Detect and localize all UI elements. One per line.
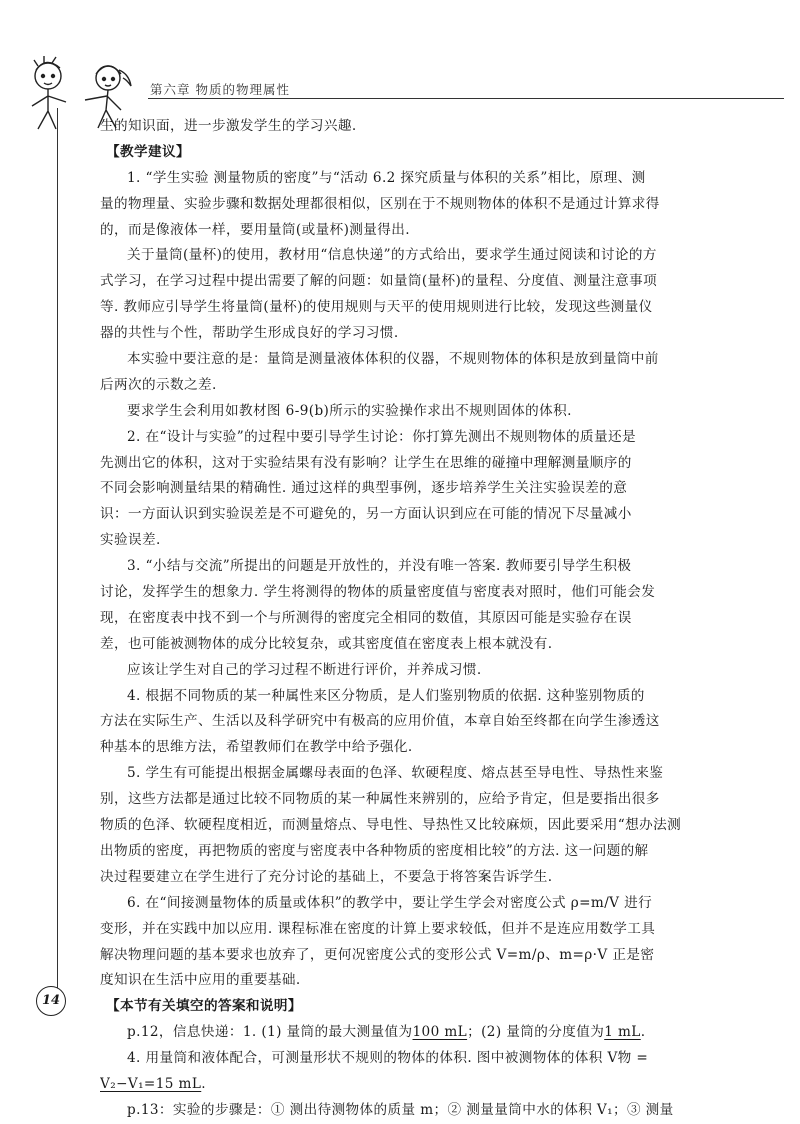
- text-line: 等. 教师应引导学生将量筒(量杯)的使用规则与天平的使用规则进行比较，发现这些测量仪: [100, 299, 653, 316]
- text-line: 先测出它的体积，这对于实验结果有没有影响？让学生在思维的碰撞中理解测量顺序的: [100, 454, 632, 471]
- text-line: 式学习，在学习过程中提出需要了解的问题：如量筒(量杯)的量程、分度值、测量注意事项: [100, 273, 658, 290]
- text-line: 器的共性与个性，帮助学生形成良好的学习习惯.: [100, 325, 399, 342]
- text-line: 别，这些方法都是通过比较不同物质的某一种属性来辨别的，应给予肯定，但是要指出很多: [100, 791, 660, 808]
- section-heading: 【教学建议】: [106, 143, 190, 160]
- text-line: 后两次的示数之差.: [100, 376, 217, 393]
- text-line: 解决物理问题的基本要求也放弃了，更何况密度公式的变形公式 V=m/ρ、m=ρ·V 正是密: [100, 946, 655, 963]
- text-segment: p.12，信息快递：1. (1) 量筒的最大测量值为: [127, 1024, 413, 1041]
- margin-rule: [57, 108, 58, 988]
- text-line: 决过程要建立在学生进行了充分讨论的基础上，不要急于将答案告诉学生.: [100, 868, 553, 885]
- text-line: 5. 学生有可能提出根据金属螺母表面的色泽、软硬程度、熔点甚至导电性、导热性来鉴: [127, 765, 664, 782]
- chapter-title: 第六章 物质的物理属性: [150, 82, 290, 97]
- header-rule: [148, 98, 784, 99]
- text-line: 量的物理量、实验步骤和数据处理都很相似，区别在于不规则物体的体积不是通过计算求得: [100, 195, 660, 212]
- text-line: 生的知识面，进一步激发学生的学习兴趣.: [100, 118, 357, 134]
- text-line: 2. 在“设计与实验”的过程中要引导学生讨论：你打算先测出不规则物体的质量还是: [127, 428, 636, 445]
- body-text: [100, 114, 784, 1124]
- section-heading: 【本节有关填空的答案和说明】: [106, 998, 302, 1015]
- text-segment: .: [201, 1075, 206, 1092]
- answer-blank: V₂−V₁=15 mL: [100, 1075, 202, 1092]
- text-line: 的，而是像液体一样，要用量筒(或量杯)测量得出.: [100, 221, 410, 238]
- text-line: 物质的色泽、软硬程度相近，而测量熔点、导电性、导热性又比较麻烦，因此要采用“想办法测: [100, 817, 682, 834]
- text-line: 实验误差.: [100, 532, 161, 549]
- text-line: 种基本的思维方法，希望教师们在教学中给予强化.: [100, 739, 413, 756]
- answer-blank: 1 mL: [604, 1024, 641, 1041]
- text-segment: ；(2) 量筒的分度值为: [467, 1024, 605, 1041]
- text-line: 本实验中要注意的是：量筒是测量液体体积的仪器，不规则物体的体积是放到量筒中前: [127, 351, 659, 368]
- text-line: 3. “小结与交流”所提出的问题是开放性的，并没有唯一答案. 教师要引导学生积极: [127, 558, 632, 575]
- text-line: 现，在密度表中找不到一个与所测得的密度完全相同的数值，其原因可能是实验存在误: [100, 609, 632, 626]
- text-line: 关于量筒(量杯)的使用，教材用“信息快递”的方式给出，要求学生通过阅读和讨论的方: [127, 247, 657, 264]
- text-line: 识：一方面认识到实验误差是不可避免的，另一方面认识到应在可能的情况下尽量减小: [100, 506, 632, 523]
- text-line: [100, 1072, 784, 1098]
- page-number: 14: [36, 986, 66, 1016]
- text-line: p.13：实验的步骤是：① 测出待测物体的质量 m；② 测量量筒中水的体积 V₁；③ 测量: [127, 1101, 674, 1118]
- text-line: [100, 1020, 784, 1046]
- text-line: 4. 用量筒和液体配合，可测量形状不规则的物体的体积. 图中被测物体的体积 V物 =: [127, 1050, 649, 1067]
- text-line: 1. “学生实验 测量物质的密度”与“活动 6.2 探究质量与体积的关系”相比，原理、测: [127, 169, 646, 186]
- text-line: 要求学生会利用如教材图 6-9(b)所示的实验操作求出不规则固体的体积.: [127, 402, 572, 419]
- text-line: 4. 根据不同物质的某一种属性来区分物质，是人们鉴别物质的依据. 这种鉴别物质的: [127, 687, 645, 704]
- text-line: 讨论，发挥学生的想象力. 学生将测得的物体的质量密度值与密度表对照时，他们可能会发: [100, 584, 656, 601]
- text-line: 变形，并在实践中加以应用. 课程标准在密度的计算上要求较低，但并不是连应用数学工具: [100, 920, 656, 937]
- text-line: 应该让学生对自己的学习过程不断进行评价，并养成习惯.: [127, 661, 482, 678]
- text-line: 出物质的密度，再把物质的密度与密度表中各种物质的密度相比较”的方法. 这一问题的解: [100, 842, 649, 859]
- text-line: 方法在实际生产、生活以及科学研究中有极高的应用价值，本章自始至终都在向学生渗透这: [100, 713, 660, 730]
- text-line: 差，也可能被测物体的成分比较复杂，或其密度值在密度表上根本就没有.: [100, 635, 553, 652]
- text-segment: .: [640, 1024, 646, 1041]
- answer-blank: 100 mL: [412, 1024, 468, 1041]
- text-line: 度知识在生活中应用的重要基础.: [100, 972, 301, 989]
- text-line: 不同会影响测量结果的精确性. 通过这样的典型事例，逐步培养学生关注实验误差的意: [100, 480, 628, 497]
- text-line: 6. 在“间接测量物体的质量或体积”的教学中，要让学生学会对密度公式 ρ=m/V 进行: [127, 894, 653, 911]
